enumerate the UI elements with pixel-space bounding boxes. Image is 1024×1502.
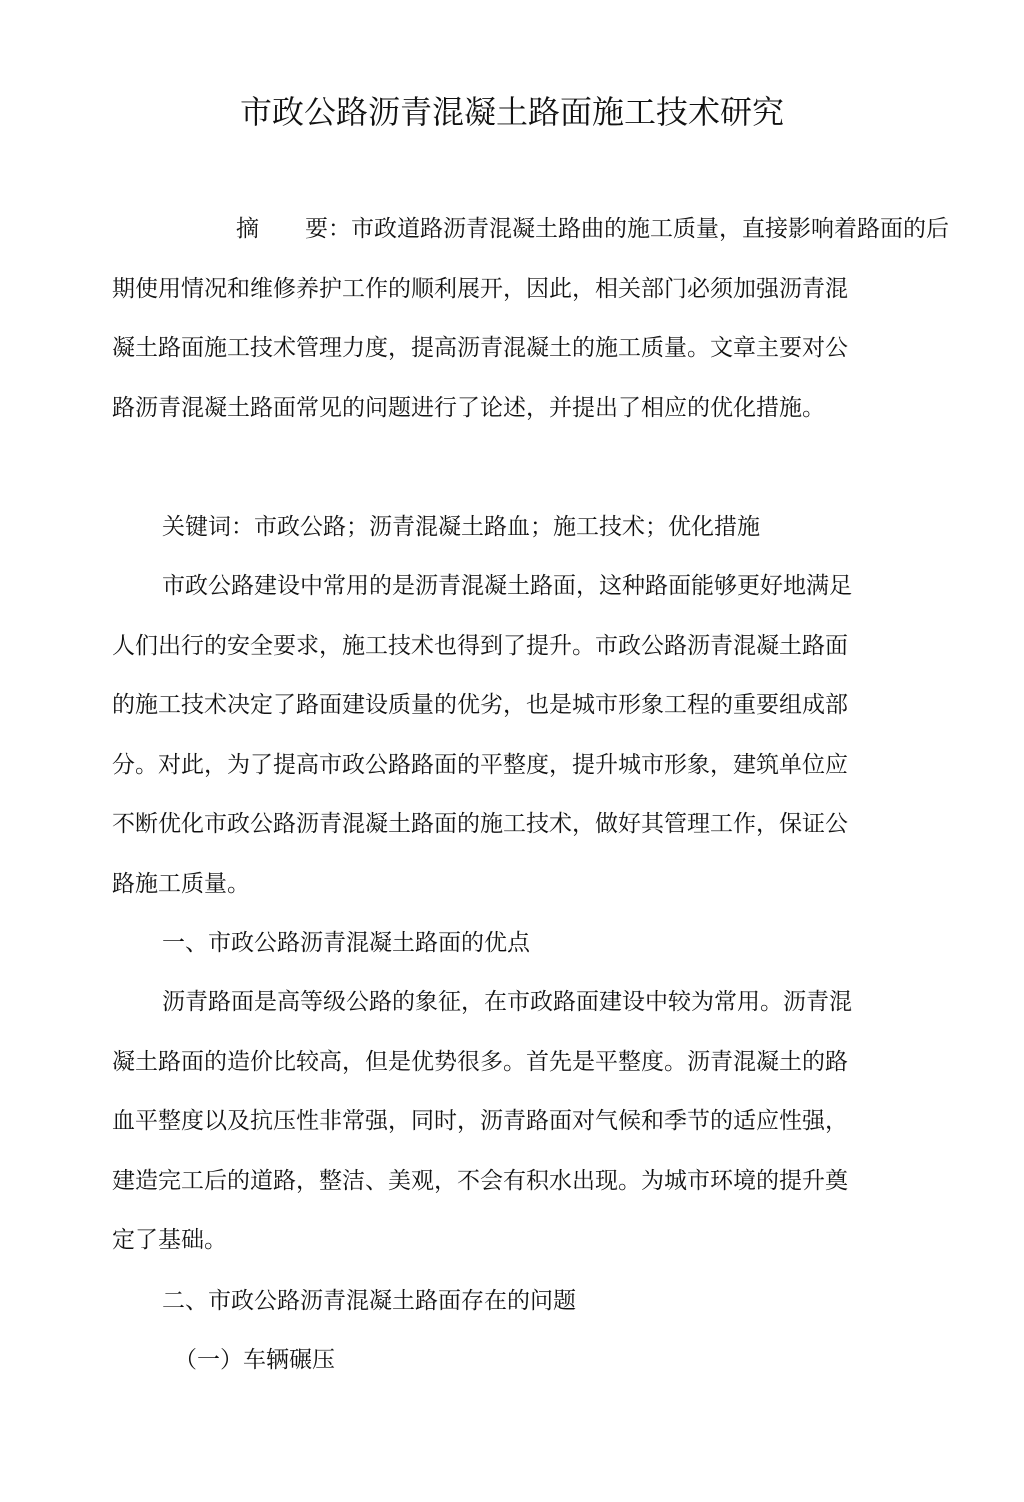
abstract-line <box>112 200 949 260</box>
abstract-label-part: 要： <box>305 216 351 242</box>
subsection-heading-text: （一）车辆碾压 <box>174 1347 335 1373</box>
abstract-label-part: 摘 <box>236 216 259 242</box>
keywords-paragraph <box>112 498 912 558</box>
abstract-text: 市政道路沥青混凝土路曲的施工质量，直接影响着路面的后 <box>351 216 949 242</box>
section-heading <box>112 914 912 974</box>
paragraph-line: 凝土路面的造价比较高，但是优势很多。首先是平整度。沥青混凝土的路 <box>112 1048 848 1075</box>
paragraph-line: 人们出行的安全要求，施工技术也得到了提升。市政公路沥青混凝土路面 <box>112 632 848 659</box>
paragraph-line: 沥青路面是高等级公路的象征，在市政路面建设中较为常用。沥青混 <box>162 989 852 1015</box>
abstract-label <box>174 200 351 260</box>
paragraph-line: 市政公路建设中常用的是沥青混凝土路面，这种路面能够更好地满足 <box>162 573 852 599</box>
paragraph-line: 路施工质量。 <box>112 870 250 897</box>
paragraph-line: 血平整度以及抗压性非常强，同时，沥青路面对气候和季节的适应性强， <box>112 1108 848 1134</box>
abstract-paragraph <box>112 200 949 438</box>
paragraph-line: 的施工技术决定了路面建设质量的优劣，也是城市形象工程的重要组成部 <box>112 692 848 718</box>
paragraph-line: 分。对此，为了提高市政公路路面的平整度，提升城市形象，建筑单位应 <box>112 751 848 778</box>
paragraph-line: 建造完工后的道路，整洁、美观，不会有积水出现。为城市环境的提升奠 <box>112 1167 848 1194</box>
paragraph-line: 定了基础。 <box>112 1227 227 1253</box>
intro-paragraph <box>112 557 912 914</box>
abstract-line: 路沥青混凝土路面常见的问题进行了论述，并提出了相应的优化措施。 <box>112 394 825 421</box>
abstract-line: 凝土路面施工技术管理力度，提高沥青混凝土的施工质量。文章主要对公 <box>112 335 848 361</box>
document-title: 市政公路沥青混凝土路面施工技术研究 <box>239 93 784 131</box>
section-heading <box>112 1272 912 1332</box>
section1-paragraph <box>112 973 912 1271</box>
paragraph-line: 不断优化市政公路沥青混凝土路面的施工技术，做好其管理工作，保证公 <box>112 811 848 837</box>
abstract-line: 期使用情况和维修养护工作的顺利展开，因此，相关部门必须加强沥青混 <box>112 275 848 302</box>
section-heading-text: 一、市政公路沥青混凝土路面的优点 <box>162 930 530 956</box>
section-heading-text: 二、市政公路沥青混凝土路面存在的问题 <box>162 1288 576 1314</box>
subsection-heading <box>112 1331 912 1391</box>
keywords-line: 关键词：市政公路；沥青混凝土路血；施工技术；优化措施 <box>162 514 760 540</box>
